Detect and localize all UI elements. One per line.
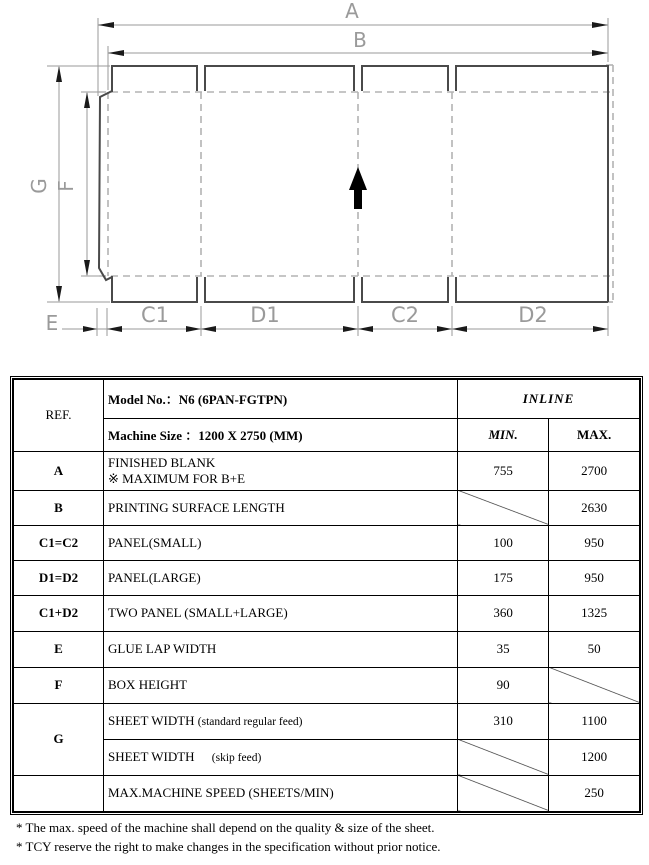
- desc-main: SHEET WIDTH: [108, 713, 195, 728]
- table-row-a: [13, 451, 640, 490]
- min-value: 90: [458, 667, 549, 703]
- spec-table-wrapper: [10, 376, 643, 815]
- ref-cell: C1+D2: [13, 595, 104, 631]
- min-value: 755: [458, 451, 549, 490]
- ref-cell: E: [13, 631, 104, 667]
- desc-note: (skip feed): [211, 752, 262, 764]
- table-row-b: [13, 490, 640, 525]
- max-value: 2630: [549, 490, 640, 525]
- ref-cell: G: [13, 703, 104, 775]
- dim-label-c1: C1: [140, 303, 170, 327]
- min-value: 175: [458, 560, 549, 595]
- max-value: 50: [549, 631, 640, 667]
- dim-label-e: E: [45, 311, 59, 335]
- desc-cell: [104, 739, 458, 775]
- desc-cell: TWO PANEL (SMALL+LARGE): [104, 595, 458, 631]
- desc-main: SHEET WIDTH: [108, 749, 195, 764]
- min-value: 35: [458, 631, 549, 667]
- dimension-arrowheads: [56, 22, 608, 332]
- desc-cell: PRINTING SURFACE LENGTH: [104, 490, 458, 525]
- min-value: 100: [458, 525, 549, 560]
- ref-cell: A: [13, 451, 104, 490]
- min-header-cell: MIN.: [458, 418, 549, 451]
- footnote-disclaimer: * TCY reserve the right to make changes in the specification without prior notice.: [16, 838, 441, 854]
- table-row-f: [13, 667, 640, 703]
- dim-label-a: A: [345, 0, 359, 23]
- min-value-na: [458, 739, 549, 775]
- feed-direction-arrow-icon: [349, 167, 367, 209]
- desc-cell: MAX.MACHINE SPEED (SHEETS/MIN): [104, 775, 458, 812]
- max-value: 1100: [549, 703, 640, 739]
- max-value: 1200: [549, 739, 640, 775]
- ref-cell: C1=C2: [13, 525, 104, 560]
- min-value-na: [458, 775, 549, 812]
- ref-cell: [13, 775, 104, 812]
- desc-cell: PANEL(SMALL): [104, 525, 458, 560]
- max-value-na: [549, 667, 640, 703]
- table-row-g-skip: [13, 739, 640, 775]
- dimension-labels: [27, 0, 548, 335]
- desc-note: (standard regular feed): [197, 716, 303, 728]
- dim-label-c2: C2: [390, 303, 420, 327]
- dim-label-d1: D1: [250, 303, 280, 327]
- dim-label-g: G: [27, 178, 51, 194]
- min-value-na: [458, 490, 549, 525]
- min-value: 310: [458, 703, 549, 739]
- max-value: 950: [549, 525, 640, 560]
- table-row-g-standard: [13, 703, 640, 739]
- table-row-c1d2: [13, 595, 640, 631]
- max-header-cell: MAX.: [549, 418, 640, 451]
- max-value: 250: [549, 775, 640, 812]
- desc-cell: [104, 451, 458, 490]
- machine-size-cell: Machine Size ：1200 X 2750 (MM): [104, 418, 458, 451]
- table-row-e: [13, 631, 640, 667]
- dim-label-f: F: [54, 180, 78, 192]
- footnotes: [16, 819, 636, 857]
- desc-cell: GLUE LAP WIDTH: [104, 631, 458, 667]
- ref-cell: F: [13, 667, 104, 703]
- max-value: 1325: [549, 595, 640, 631]
- min-value: 360: [458, 595, 549, 631]
- table-row-c1c2: [13, 525, 640, 560]
- ref-cell: D1=D2: [13, 560, 104, 595]
- max-value: 950: [549, 560, 640, 595]
- table-row-d1d2: [13, 560, 640, 595]
- desc-cell: [104, 703, 458, 739]
- spec-table: [12, 378, 641, 813]
- footnote-speed: * The max. speed of the machine shall depend on the quality & size of the sheet.: [16, 820, 435, 835]
- desc-line-1: FINISHED BLANK: [108, 454, 216, 470]
- model-no-cell: Model No.：N6 (6PAN-FGTPN): [104, 379, 458, 418]
- ref-cell: B: [13, 490, 104, 525]
- inline-header-cell: INLINE: [458, 379, 641, 418]
- table-row-machine-speed: [13, 775, 640, 812]
- desc-cell: BOX HEIGHT: [104, 667, 458, 703]
- desc-cell: PANEL(LARGE): [104, 560, 458, 595]
- box-blank-diagram: [0, 0, 649, 368]
- dim-label-d2: D2: [518, 303, 548, 327]
- dim-label-b: B: [353, 28, 367, 52]
- max-value: 2700: [549, 451, 640, 490]
- ref-header-cell: REF.: [13, 379, 104, 451]
- desc-line-2: ※ MAXIMUM FOR B+E: [108, 470, 246, 486]
